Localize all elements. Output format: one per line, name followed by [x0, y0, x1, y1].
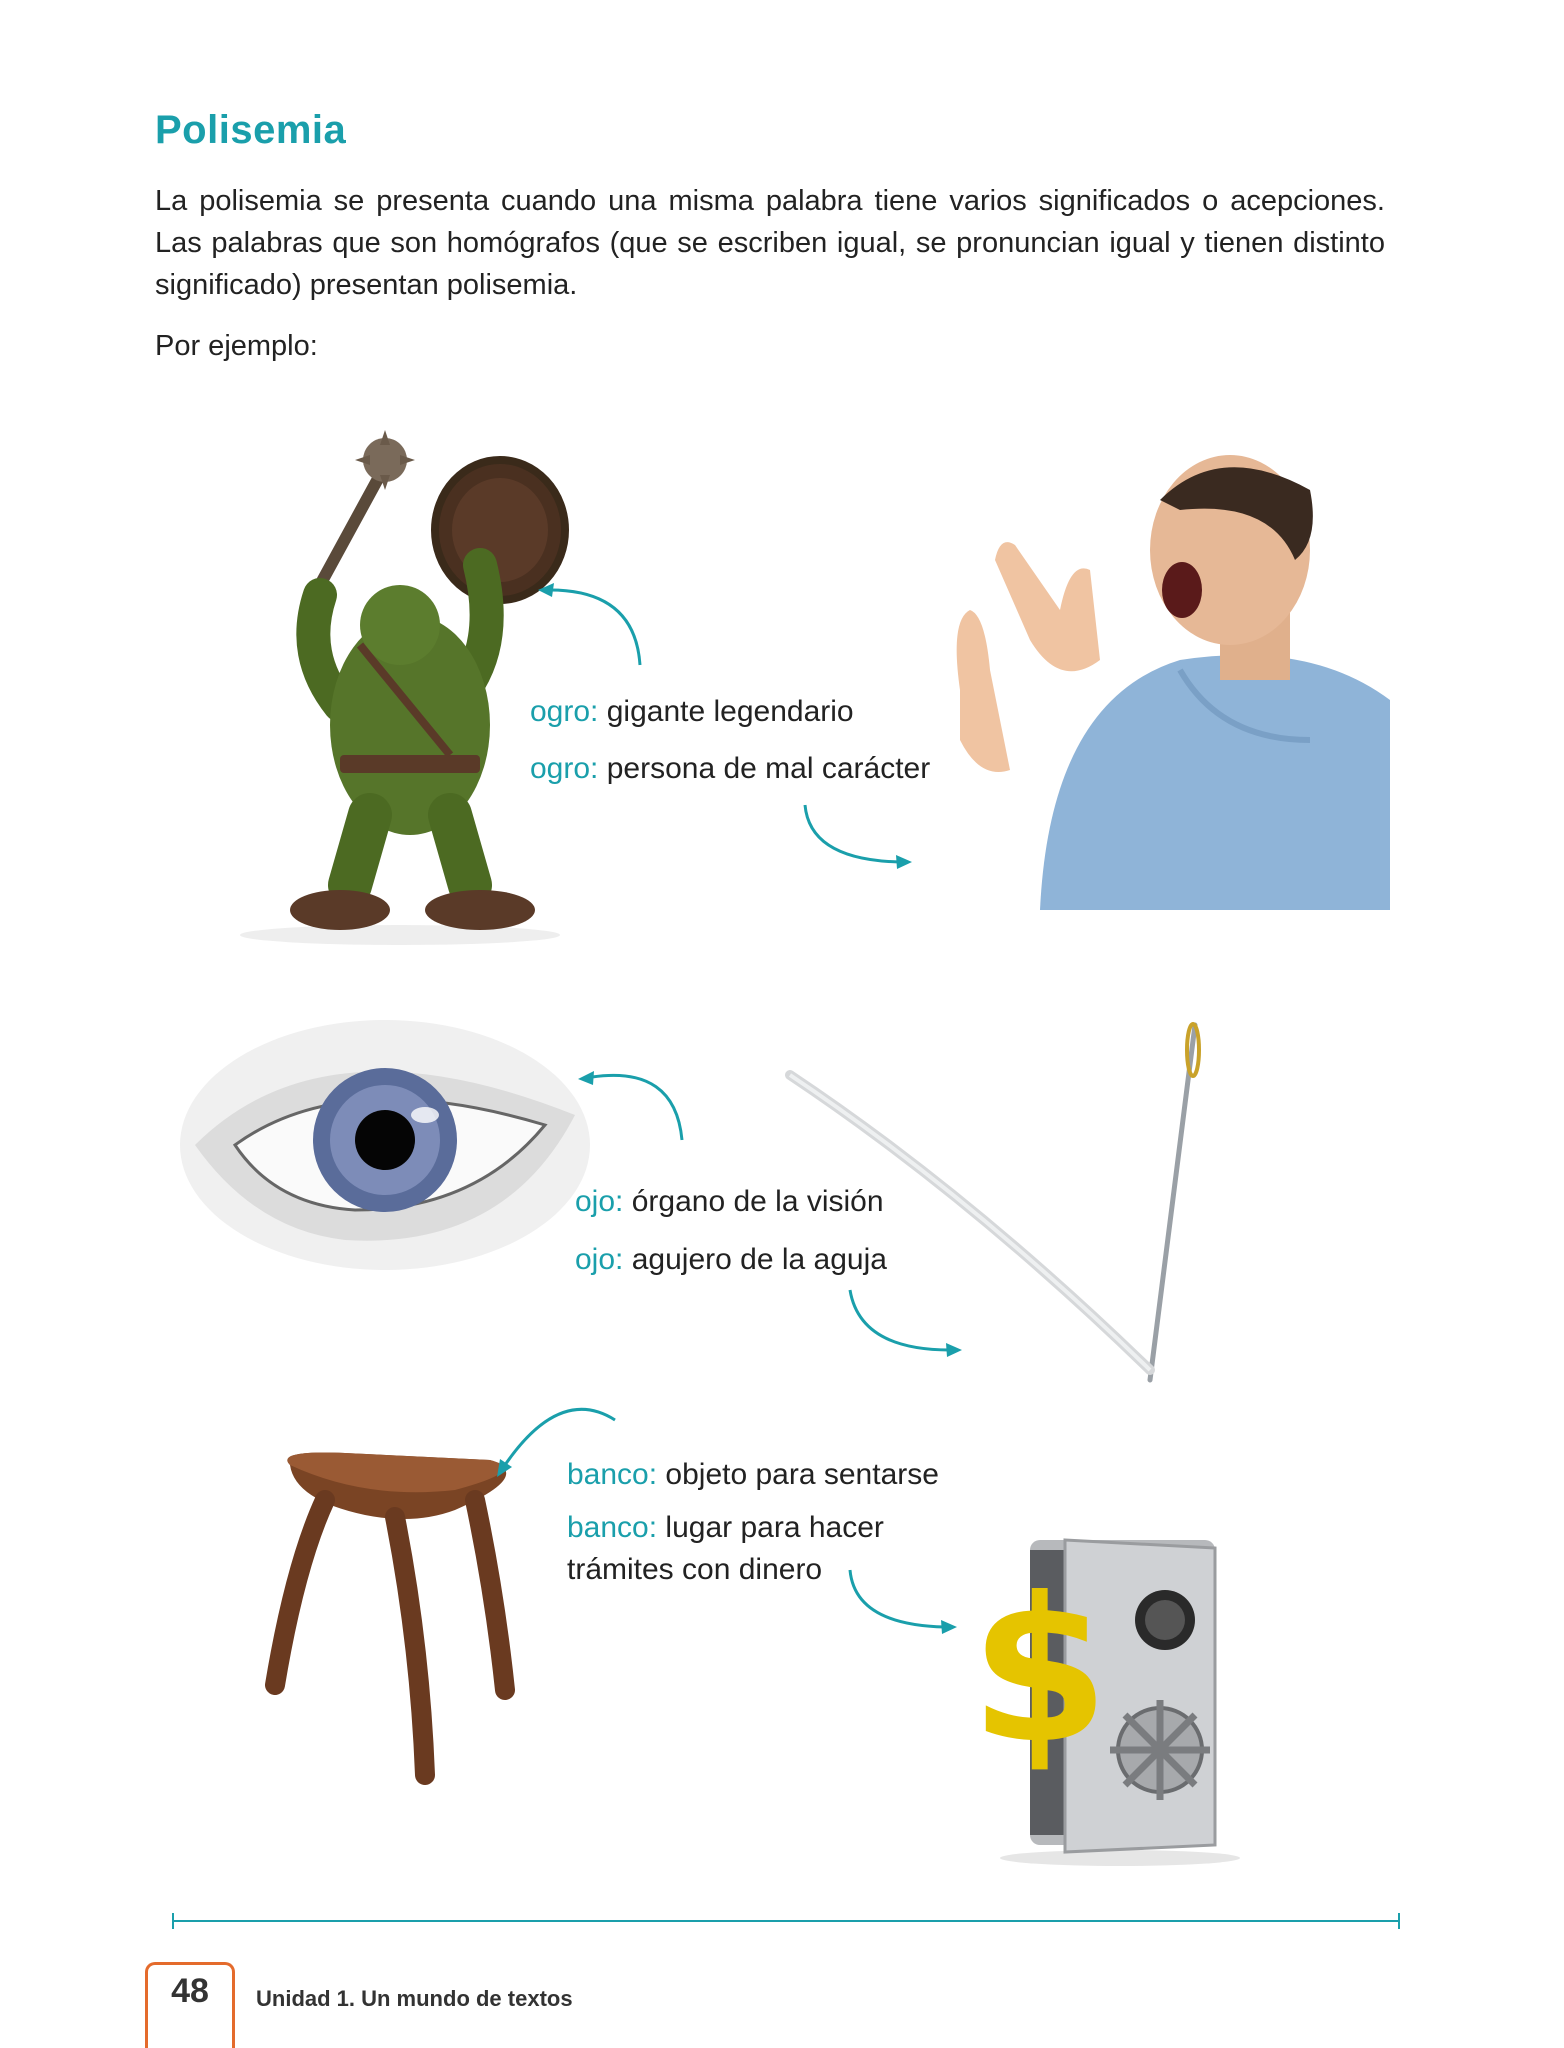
definition-banco-1: [567, 1458, 939, 1492]
definition-ogro-2: [530, 752, 930, 786]
arrow-to-ogre: [530, 580, 650, 670]
definition-term: ojo:: [575, 1243, 624, 1276]
unit-title: Unidad 1. Un mundo de textos: [256, 1986, 573, 2011]
footer-rule: [172, 1920, 1400, 1922]
eye-illustration: [175, 1005, 595, 1285]
page-number: 48: [171, 1972, 209, 2010]
section-title: Polisemia: [155, 108, 347, 152]
definition-term: ogro:: [530, 695, 599, 728]
angry-man-illustration: [890, 440, 1390, 910]
ogre-illustration: [230, 415, 570, 955]
definition-ogro-1: [530, 695, 854, 729]
intro-paragraph: La polisemia se presenta cuando una misma palabra tiene varios significados o acepciones. Las palabras que son homógrafos (que se escriben igual, se pronuncian igual y tienen distinto significado) presentan polisemia.: [155, 185, 1385, 301]
definition-ojo-2: [575, 1243, 887, 1277]
footer-rule-tick-left: [172, 1913, 174, 1929]
definition-term: banco:: [567, 1511, 658, 1544]
arrow-to-eye: [570, 1065, 690, 1145]
safe-illustration: [970, 1530, 1250, 1870]
definition-term: ogro:: [530, 752, 599, 785]
definition-meaning: órgano de la visión: [631, 1185, 884, 1218]
definition-meaning: persona de mal carácter: [606, 752, 931, 785]
arrow-to-needle: [845, 1285, 965, 1365]
definition-meaning: agujero de la aguja: [631, 1243, 887, 1276]
definition-meaning: gigante legendario: [606, 695, 854, 728]
definition-ojo-1: [575, 1185, 884, 1219]
stool-illustration: [245, 1445, 545, 1785]
definition-banco-2: [567, 1507, 987, 1591]
footer-rule-tick-right: [1398, 1913, 1400, 1929]
example-label: Por ejemplo:: [155, 330, 318, 362]
arrow-to-man: [800, 800, 920, 880]
svg-text:$: $: [970, 1555, 1110, 1788]
definition-term: banco:: [567, 1458, 658, 1491]
definition-term: ojo:: [575, 1185, 624, 1218]
definition-meaning: objeto para sentarse: [665, 1458, 939, 1491]
definition-meaning: lugar para hacer trámites con dinero: [567, 1511, 884, 1586]
